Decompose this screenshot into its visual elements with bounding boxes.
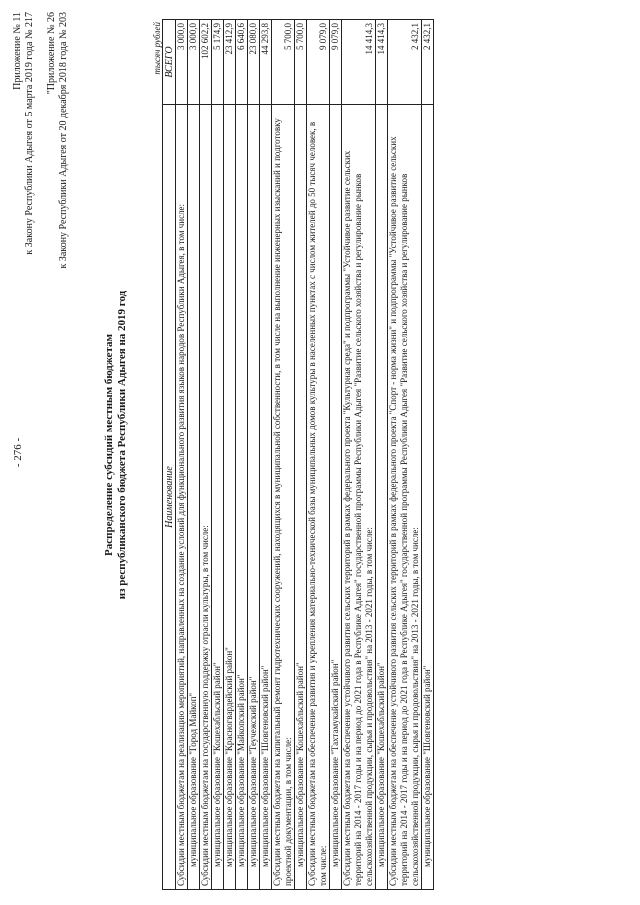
row-name: муниципальное образование "Кошехабльский район"	[295, 105, 307, 890]
table-row-municipality	[422, 20, 434, 890]
subsidy-table	[162, 19, 434, 890]
page-number: - 276 -	[12, 437, 24, 468]
row-value: 2 432,1	[422, 20, 434, 105]
table-row-subsidy	[200, 20, 212, 890]
row-name: Субсидии местным бюджетам на государственную поддержку отрасли культуры, в том числе:	[200, 105, 212, 890]
row-value: 2 432,1	[388, 20, 422, 105]
title-line-2: из республиканского бюджета Республики Адыгея на 2019 год	[116, 290, 128, 600]
appendix-law-reference: к Закону Республики Адыгея от 5 марта 2019 года № 217	[24, 12, 35, 255]
row-name: муниципальное образование "Шовгеновский район"	[260, 105, 272, 890]
original-appendix-number: "Приложение № 26	[46, 12, 57, 95]
row-name: муниципальное образование "Шовгеновский район"	[422, 105, 434, 890]
table-row-municipality	[330, 20, 342, 890]
table-row-subsidy	[342, 20, 376, 890]
row-name: Субсидии местным бюджетам на капитальный ремонт гидротехнических сооружений, находящихся в муниципальной собственности, в том числе на выполнение инженерных изысканий и подготовку проектной документации, в том числе:	[272, 105, 295, 890]
row-value: 14 414,3	[342, 20, 376, 105]
table-row-subsidy	[388, 20, 422, 890]
row-name: муниципальное образование "Кошехабльский район"	[376, 105, 388, 890]
row-value: 9 079,0	[330, 20, 342, 105]
title-line-1: Распределение субсидий местным бюджетам	[103, 334, 115, 556]
row-value: 23 080,0	[248, 20, 260, 105]
row-name: муниципальное образование "Теучежский район"	[248, 105, 260, 890]
row-value: 44 293,8	[260, 20, 272, 105]
row-value: 5 700,0	[272, 20, 295, 105]
table-row-municipality	[295, 20, 307, 890]
row-value: 5 700,0	[295, 20, 307, 105]
row-name: Субсидии местным бюджетам на обеспечение развития и укрепления материально-технической базы муниципальных домов культуры в населенных пунктах с числом жителей до 50 тысяч человек, в том числе:	[307, 105, 330, 890]
table-row-municipality	[260, 20, 272, 890]
document-title	[103, 165, 129, 725]
table-body	[176, 20, 434, 890]
row-name: муниципальное образование "Город Майкоп"	[188, 105, 200, 890]
row-name: Субсидии местным бюджетам на обеспечение устойчивого развития сельских территорий в рамках федерального проекта "Культурная среда" и подпрограммы "Устойчивое развитие сельских территорий на 2014 - 2017 годы и на период до 2021 года в Республике Адыгея" государственной программы Республики Адыгея "Развитие сельского хозяйства и регулирование рынков сельскохозяйственной продукции, сырья и продовольствия" на 2013 - 2021 годы, в том числе:	[342, 105, 376, 890]
row-value: 23 412,9	[224, 20, 236, 105]
row-name: муниципальное образование "Красногвардейский район"	[224, 105, 236, 890]
row-value: 3 000,0	[176, 20, 188, 105]
table-row-municipality	[188, 20, 200, 890]
table-row-municipality	[248, 20, 260, 890]
table-row-subsidy	[272, 20, 295, 890]
column-header-total: ВСЕГО	[163, 20, 176, 105]
column-header-name: Наименование	[163, 105, 176, 890]
row-value: 5 174,9	[212, 20, 224, 105]
table-header-row	[163, 20, 176, 890]
original-law-reference: к Закону Республики Адыгея от 20 декабря 2018 года № 203	[58, 12, 69, 269]
table-row-municipality	[236, 20, 248, 890]
row-name: Субсидии местным бюджетам на реализацию мероприятий, направленных на создание условий для функционального развития языков народов Республики Адыгея, в том числе:	[176, 105, 188, 890]
table-row-municipality	[224, 20, 236, 890]
appendix-number: Приложение № 11	[12, 12, 23, 90]
row-value: 9 079,0	[307, 20, 330, 105]
row-value: 3 000,0	[188, 20, 200, 105]
row-value: 6 640,6	[236, 20, 248, 105]
row-value: 14 414,3	[376, 20, 388, 105]
row-name: муниципальное образование "Тахтамукайский район"	[330, 105, 342, 890]
table-row-municipality	[376, 20, 388, 890]
row-value: 102 602,2	[200, 20, 212, 105]
row-name: муниципальное образование "Майкопский район"	[236, 105, 248, 890]
units-label: тысяч рублей	[152, 22, 162, 75]
table-row-subsidy	[176, 20, 188, 890]
table-row-subsidy	[307, 20, 330, 890]
table-row-municipality	[212, 20, 224, 890]
row-name: муниципальное образование "Кошехабльский район"	[212, 105, 224, 890]
row-name: Субсидии местным бюджетам на обеспечение устойчивого развития сельских территорий в рамках федерального проекта "Спорт - норма жизни" и подпрограммы "Устойчивое развитие сельских территорий на 2014 - 2017 годы и на период до 2021 года в Республике Адыгея" государственной программы Республики Адыгея "Развитие сельского хозяйства и регулирование рынков сельскохозяйственной продукции, сырья и продовольствия" на 2013 - 2021 годы, в том числе:	[388, 105, 422, 890]
